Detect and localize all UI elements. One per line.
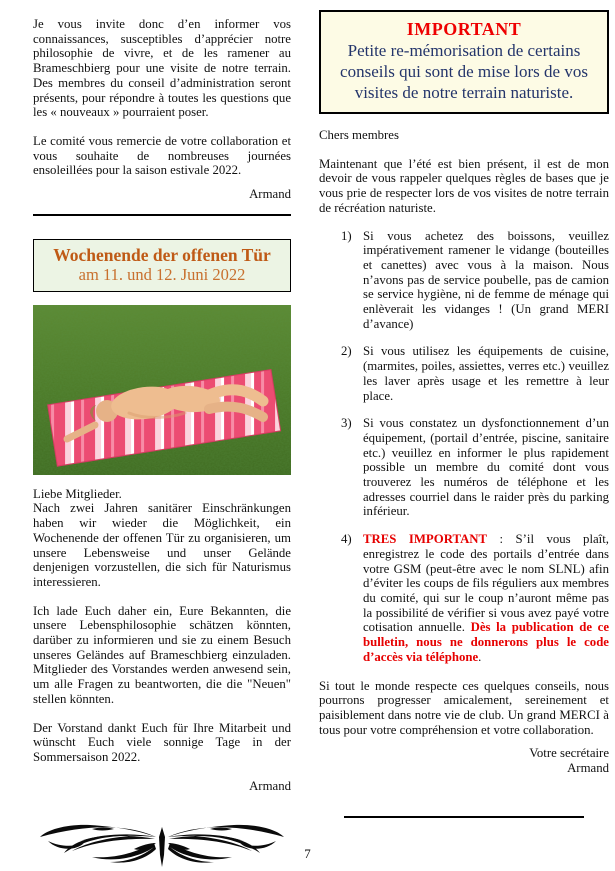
german-salutation: Liebe Mitglieder.	[33, 486, 122, 501]
left-column	[33, 17, 291, 871]
rule-text	[363, 532, 609, 664]
event-date: am 11. und 12. Juni 2022	[78, 264, 246, 284]
rule-item-2	[319, 344, 609, 403]
german-paragraph-2: Ich lade Euch daher ein, Eure Bekannten, die unsere Lebensphilosophie schätzen könnten, darüber zu informieren und sie zu einem Besuch unseres Geländes auf Brameschbierg einzuladen. Mitglieder des Vorstandes werden anwesend sein, um alle Fragen zu beantworten, die die "Neuen" stellen könnten.	[33, 603, 291, 706]
signoff-role: Votre secrétaire	[529, 746, 609, 761]
rule-item-1	[319, 229, 609, 332]
rule-text: Si vous constatez un dysfonctionnement d’un équipement, (portail d’entrée, piscine, sanitaire etc.) veuillez en informer le plus rapidement possible un membre du comité dont vous trouverez les numéros de téléphone et les adresses courriel dans le raider près du parking inférieur.	[363, 416, 609, 519]
rule-text: Si vous utilisez les équipements de cuisine, (marmites, poiles, assiettes, verres etc.) veuillez les laver après usage et les remettre à leur place.	[363, 344, 609, 403]
rule-number: 4)	[341, 532, 352, 547]
german-letter	[33, 487, 291, 794]
rules-list	[319, 229, 609, 665]
rule-number: 2)	[341, 344, 352, 359]
german-paragraph-3: Der Vorstand dankt Euch für Ihre Mitarbeit und wünscht Euch viele sonnige Tage in der Sommersaison 2022.	[33, 720, 291, 764]
signature: Armand	[249, 187, 291, 202]
rule-4-body: : S’il vous plaît, enregistrez le code des portails d’entrée dans votre GSM (peut-être avec le nom SLNL) afin d’éviter les coups de fils réguliers aux membres du comité, qui sur le coup n’auront même pas la possibilité de vérifier si vous avez payé votre cotisation annuelle.	[363, 532, 609, 635]
rule-text: Si vous achetez des boissons, veuillez impérativement ramener le vidange (bouteilles et canettes) avec vous à la maison. Nous n’avons pas de service poubelle, pas de camion se service hygiène, ni de femme de ménage qui enlèverait les vidanges ! (Un grand MERI d’avance)	[363, 228, 609, 331]
page-number: 7	[304, 846, 311, 861]
important-subtitle: Petite re-mémorisation de certains conseils qui sont de mise lors de vos visites de notre terrain naturiste.	[340, 41, 588, 102]
german-paragraph-1: Nach zwei Jahren sanitärer Einschränkungen haben wir wieder die Möglichkeit, ein Wochenende der offenen Tür zu organisieren, um unsere Lebensweise und unser Gelände denjenigen vorzustellen, die sich für Naturismus interessieren.	[33, 501, 291, 589]
signoff-name: Armand	[567, 761, 609, 776]
german-signature: Armand	[249, 778, 291, 793]
intro-paragraph-2: Le comité vous remercie de votre collaboration et vous souhaite de nombreuses journées ensoleillées pour la saison estivale 2022.	[33, 133, 291, 178]
bottom-divider	[344, 816, 584, 818]
rule-4-period: .	[478, 649, 482, 664]
event-title: Wochenende der offenen Tür	[53, 244, 271, 265]
important-title: IMPORTANT	[406, 19, 522, 39]
section-divider	[33, 214, 291, 216]
sunbather-photo	[33, 305, 291, 475]
closing-paragraph: Si tout le monde respecte ces quelques conseils, nous pourrons progresser amicalement, sereinement et paisiblement dans notre vie de club. Un grand MERCI à tous pour votre compréhension et votre collaboration.	[319, 678, 609, 737]
french-salutation: Chers membres	[319, 128, 399, 142]
rule-item-3	[319, 416, 609, 519]
rule-4-lead-red: TRES IMPORTANT	[363, 532, 488, 547]
right-column	[319, 10, 609, 871]
rule-item-4	[319, 532, 609, 664]
intro-paragraph-1: Je vous invite donc d’en informer vos connaissances, susceptibles d’apprécier notre philosophie de vivre, et de les ramener au Brameschbierg pour une visite de notre terrain. Des membres du conseil d’administration seront présents, pour répondre à toutes les questions que les « nouveaux » pourraient poser.	[33, 17, 291, 120]
important-notice-box	[319, 10, 609, 114]
french-intro: Maintenant que l’été est bien présent, il est de mon devoir de vous rappeler quelques règles de bases que je vous prie de respecter lors de vos visites de notre terrain de récréation naturiste.	[319, 156, 609, 215]
rule-4-tail-red: Dès la publication de ce bulletin, nous ne donnerons plus le code d’accès via téléphone	[363, 620, 609, 664]
open-door-event-box	[33, 239, 291, 292]
rule-number: 3)	[341, 416, 352, 431]
rule-number: 1)	[341, 228, 352, 243]
